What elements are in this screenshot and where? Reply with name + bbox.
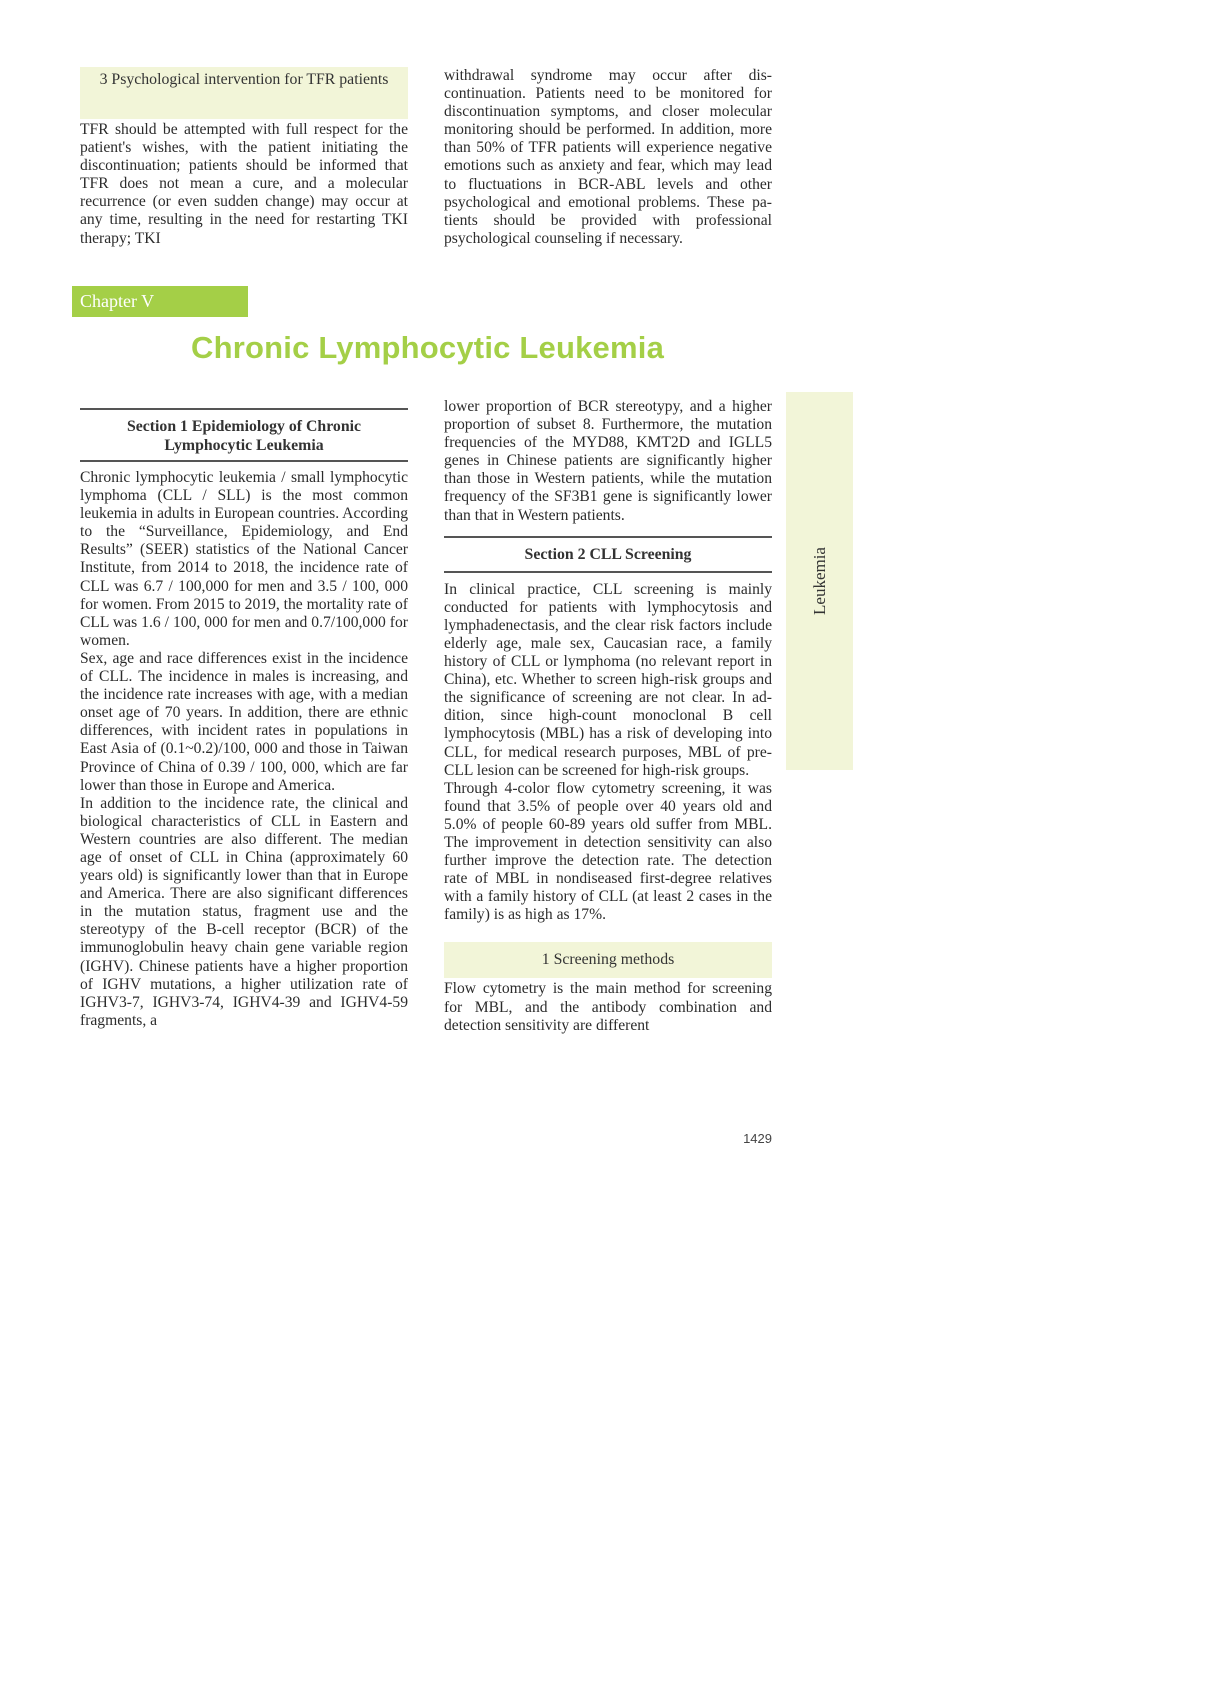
paragraph: TFR should be attempted with full respect for the patient's wishes, with the patient initiating the discontinuation; patients should be informed that TFR does not mean a cure, and a molecular recurrence (or even sudden change) may occur at any time, resulting in the need for restarting TKI therapy; TKI xyxy=(80,121,408,247)
section-2-heading xyxy=(444,536,772,573)
top-left-column xyxy=(80,67,408,248)
paragraph: Through 4-color flow cytometry screening, it was found that 3.5% of people over 40 years old and 5.0% of people 60-89 years old suffer from MBL. The improvement in detection sensitivity can also further improve the detection rate. The detection rate of MBL in nondiseased first-degree relatives with a family history of CLL (at least 2 cases in the family) is as high as 17%. xyxy=(444,779,772,924)
subheading-screening-methods xyxy=(444,942,772,978)
subheading-text: 1 Screening methods xyxy=(541,951,675,969)
section-1-heading xyxy=(80,408,408,462)
section-1-heading-text: Section 1 Epidemiology of Chronic Lymphocytic Leukemia xyxy=(126,418,362,454)
subheading-psychological-intervention xyxy=(80,67,408,119)
paragraph: In addition to the incidence rate, the clinical and biological characteristics of CLL in Eastern and Western countries are also different. The median age of onset of CLL in China (approximately 60 years old) is significantly lower than that in Europe and America. There are also significant differences in the mutation status, fragment use and the stereotypy of the B-cell receptor (BCR) of the immunoglobulin heavy chain gene variable region (IGHV). Chinese patients have a higher proportion of IGHV mutations, a higher utilization rate of IGHV3-7, IGHV3-74, IGHV4-39 and IGHV4-59 fragments, a xyxy=(80,794,408,1029)
paragraph: Sex, age and race differences exist in the incidence of CLL. The incidence in males is increasing, and the incidence rate increases with age, with a median onset age of 70 years. In addition, there are ethnic differences, with incident rates in populations in East Asia of (0.1~0.2)/100, 000 and those in Taiwan Province of China of 0.39 / 100, 000, which are far lower than those in Europe and America. xyxy=(80,649,408,794)
main-left-column xyxy=(80,408,408,1030)
section-2-heading-text: Section 2 CLL Screening xyxy=(524,545,692,563)
top-right-column xyxy=(444,67,772,248)
chapter-label-box xyxy=(72,286,248,317)
side-tab xyxy=(786,392,853,770)
paragraph: Flow cytometry is the main method for screening for MBL, and the antibody combination and detection sensitivity are different xyxy=(444,980,772,1034)
paragraph: lower proportion of BCR stereotypy, and a higher proportion of subset 8. Furthermore, the mutation frequencies of the MYD88, KMT2D and IGLL5 genes in Chinese patients are significantly higher than those in Western patients, while the mutation frequency of the SF3B1 gene is significantly lower than that in Western patients. xyxy=(444,398,772,524)
chapter-label: Chapter V xyxy=(80,291,155,311)
chapter-title: Chronic Lymphocytic Leukemia xyxy=(191,330,665,365)
page-number: 1429 xyxy=(743,1131,772,1146)
subheading-text: 3 Psychological intervention for TFR patients xyxy=(99,71,389,88)
side-tab-label: Leukemia xyxy=(809,547,829,615)
main-right-column xyxy=(444,398,772,1035)
paragraph: Chronic lymphocytic leukemia / small lymphocytic lymphoma (CLL / SLL) is the most common leukemia in adults in European countries. According to the “Surveillance, Epidemiology, and End Results” (SEER) statistics of the National Cancer Institute, from 2014 to 2018, the incidence rate of CLL was 6.7 / 100,000 for men and 3.5 / 100, 000 for women. From 2015 to 2019, the mortality rate of CLL was 1.6 / 100, 000 for men and 0.7/100,000 for women. xyxy=(80,469,408,649)
paragraph: withdrawal syndrome may occur after discontinuation. Patients need to be monitored for discontinuation symptoms, and closer molecular monitoring should be performed. In addition, more than 50% of TFR patients will experience negative emotions such as anxiety and fear, which may lead to fluctuations in BCR-ABL levels and other psychological and emotional problems. These patients should be provided with professional psychological counseling if necessary. xyxy=(444,67,772,247)
paragraph: In clinical practice, CLL screening is mainly conducted for patients with lymphocytosis and lymphadenectasis, and the clear risk factors include elderly age, male sex, Caucasian race, a family history of CLL or lymphoma (no relevant report in China), etc. Whether to screen high-risk groups and the significance of screening are not clear. In addition, since high-count monoclonal B cell lymphocytosis (MBL) has a risk of developing into CLL, for medical research purposes, MBL of pre-CLL lesion can be screened for high-risk groups. xyxy=(444,580,772,779)
